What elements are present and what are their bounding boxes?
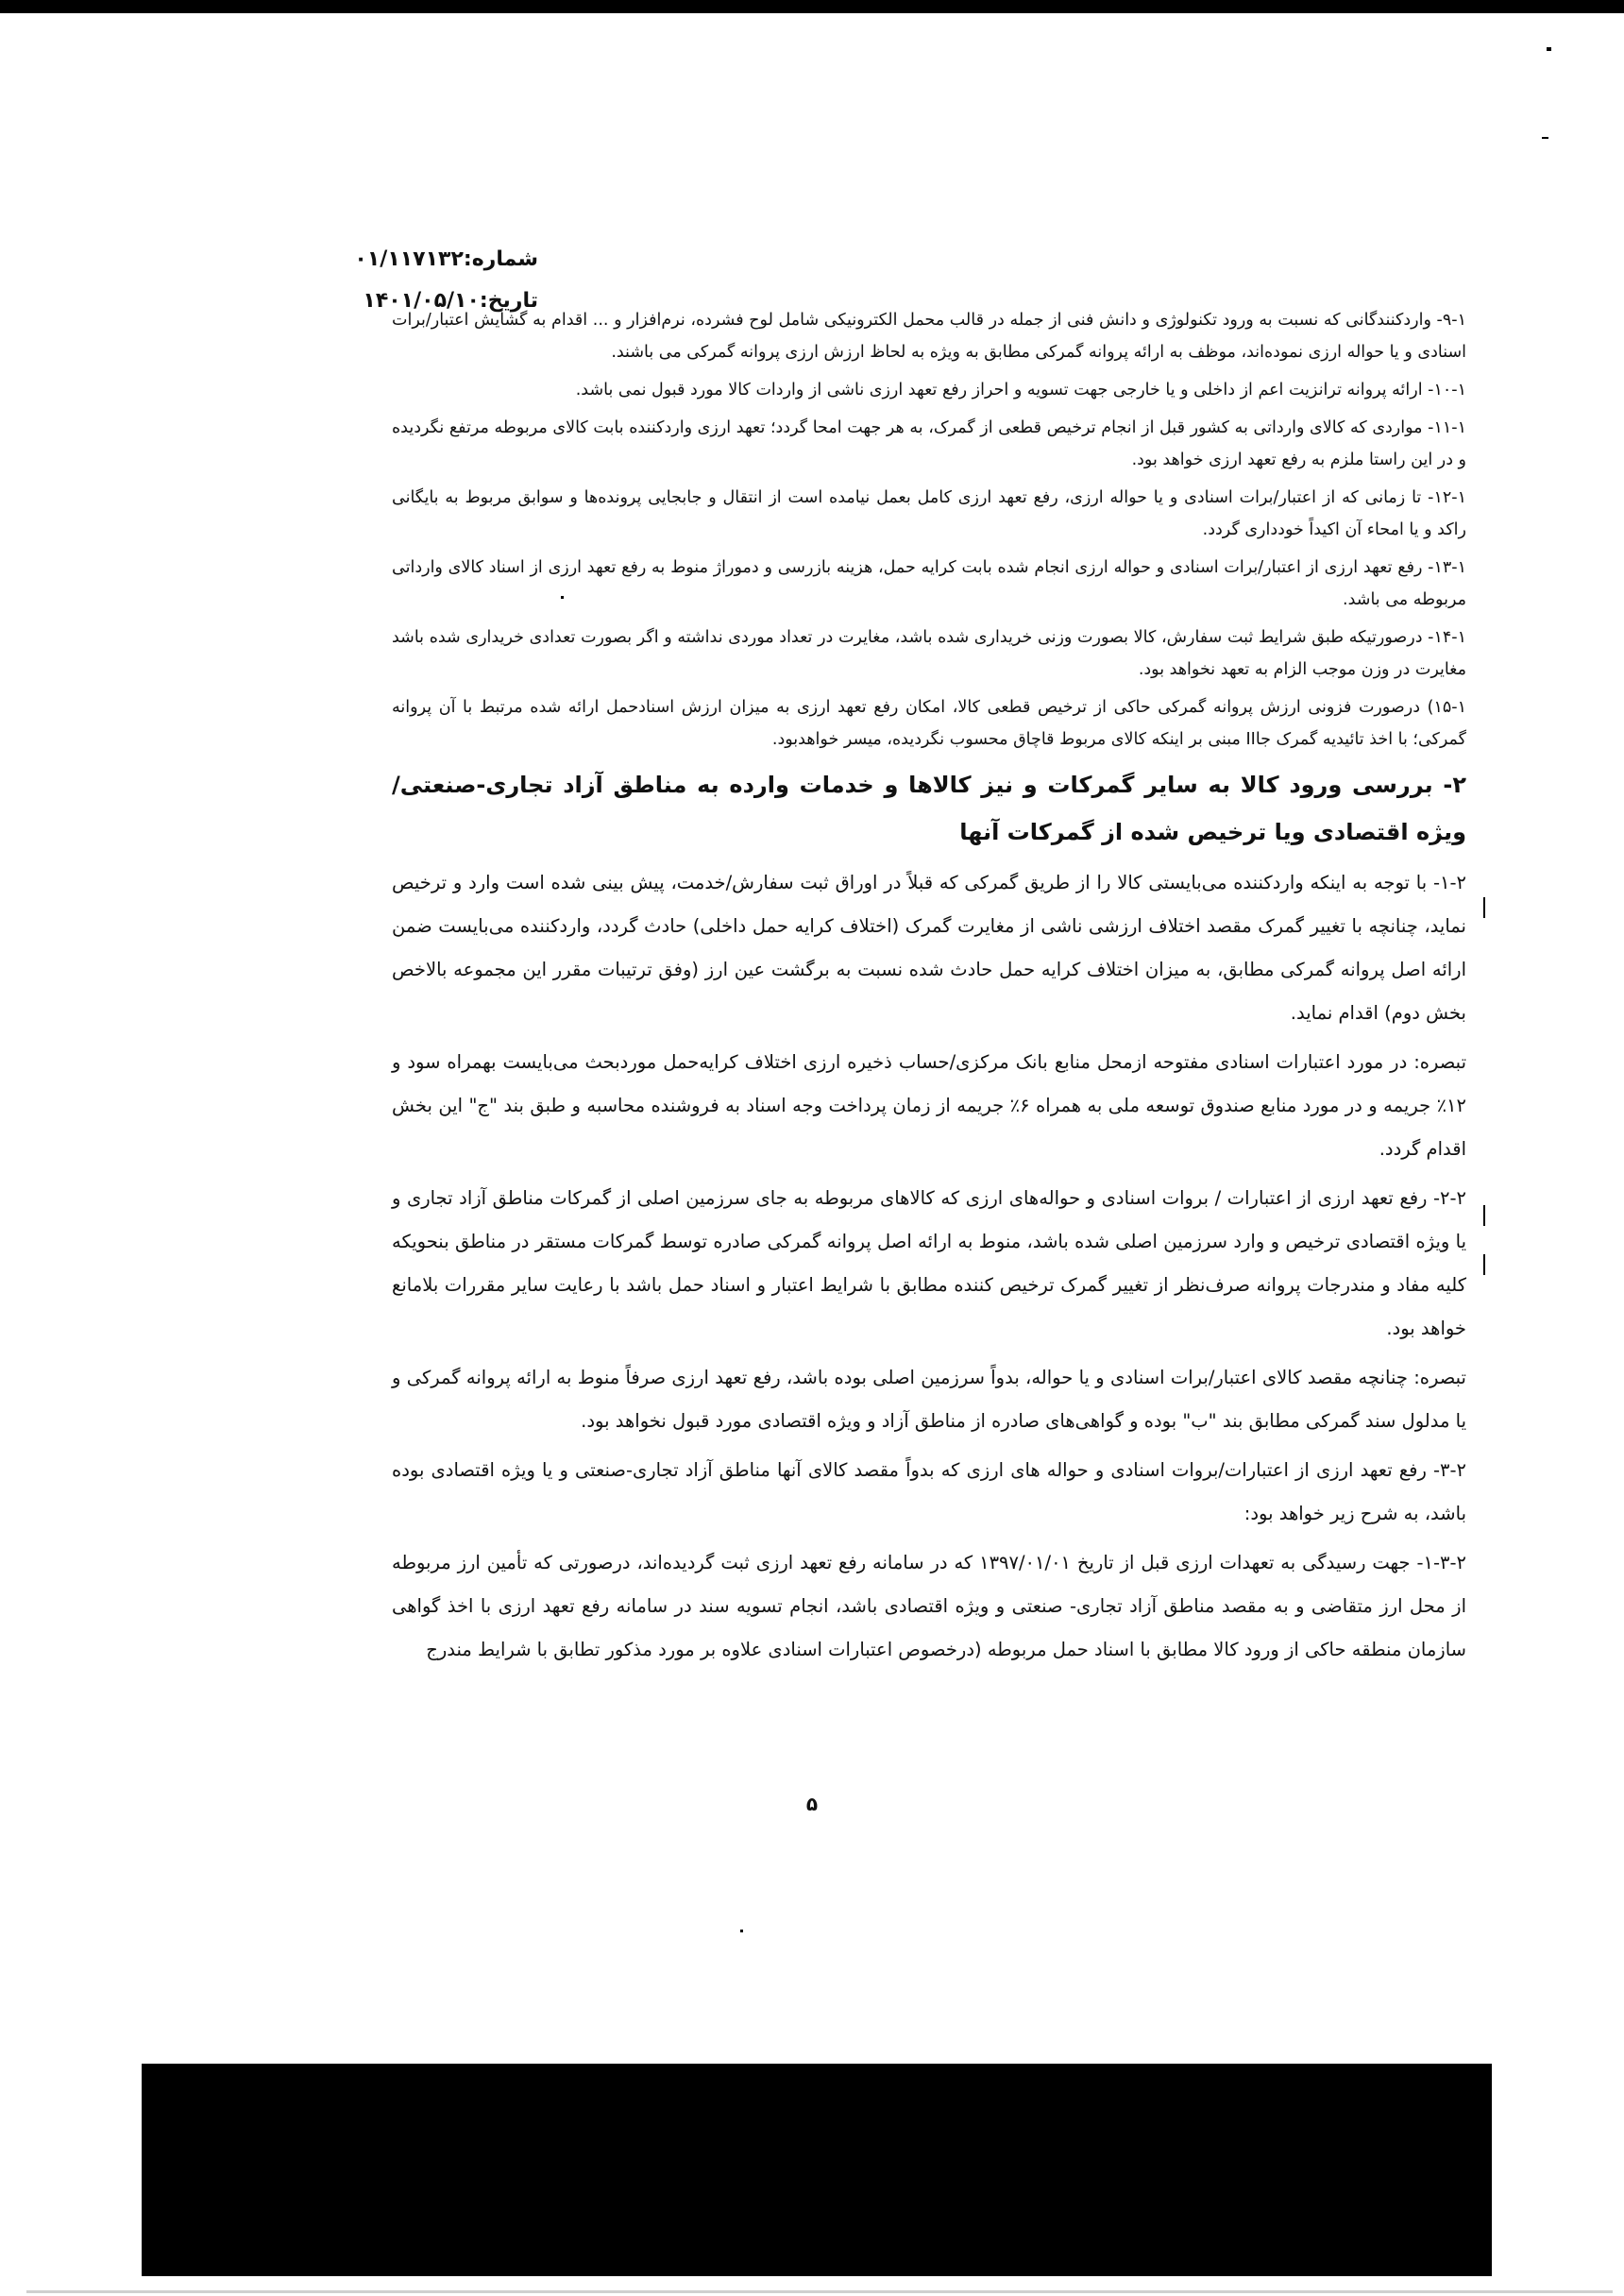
document-number	[354, 239, 538, 281]
paragraph-1-15: ۱۵-۱) درصورت فزونی ارزش پروانه گمرکی حاکی از ترخیص قطعی کالا، امکان رفع تعهد ارزی به میزان ارزش اسنادحمل ارائه شده مرتبط با آن پروانه گمرکی؛ با اخذ تائیدیه گمرک جاII مبنی بر اینکه کالای مربوط قاچاق محسوب نگردیده، میسر خواهدبود.	[392, 698, 1466, 749]
scan-speck	[1483, 1205, 1485, 1226]
scan-bottom-edge	[26, 2290, 1613, 2293]
scan-top-border	[0, 0, 1624, 13]
scan-speck	[1483, 897, 1485, 918]
scan-speck	[740, 1930, 743, 1932]
paragraph-2-3-1: ۱-۳-۲- جهت رسیدگی به تعهدات ارزی قبل از تاریخ ۱۳۹۷/۰۱/۰۱ که در سامانه رفع تعهد ارزی ثبت گردیده‌اند، درصورتی که تأمین ارز مربوطه از محل ارز متقاضی و به مقصد مناطق آزاد تجاری- صنعتی و ویژه اقتصادی باشد، انجام تسویه سند در سامانه رفع تعهد ارزی با اخذ گواهی سازمان منطقه حاکی از ورود کالا مطابق با اسناد حمل مربوطه (درخصوص اعتبارات اسنادی علاوه بر مورد مذکور تطابق با شرایط مندرج	[392, 1552, 1466, 1660]
paragraph-2-2: ۲-۲- رفع تعهد ارزی از اعتبارات / بروات اسنادی و حواله‌های ارزی که کالاهای مربوطه به جای سرزمین اصلی از گمرکات مناطق آزاد تجاری و یا ویژه اقتصادی ترخیص و وارد سرزمین اصلی شده باشد، منوط به ارائه اصل پروانه گمرکی صادره توسط گمرکات مستقر در مناطق بنحویکه کلیه مفاد و مندرجات پروانه صرف‌نظر از تغییر گمرک ترخیص کننده مطابق با شرایط اعتبار و اسناد حمل باشد با رعایت سایر مقررات بلامانع خواهد بود.	[392, 1187, 1466, 1339]
paragraph-1-10: ۱۰-۱- ارائه پروانه ترانزیت اعم از داخلی و یا خارجی جهت تسویه و احراز رفع تعهد ارزی ناشی از واردات کالا مورد قبول نمی باشد.	[575, 381, 1466, 400]
scan-speck	[1542, 137, 1548, 139]
document-body	[392, 304, 1466, 1677]
scan-speck	[1483, 1254, 1485, 1275]
note-2-2: تبصره: چنانچه مقصد کالای اعتبار/برات اسنادی و یا حواله، بدواً سرزمین اصلی بوده باشد، رفع تعهد ارزی صرفاً منوط به ارائه پروانه گمرکی و یا مدلول سند گمرکی مطابق بند "ب" بوده و گواهی‌های صادره از مناطق آزاد و ویژه اقتصادی مورد قبول نخواهد بود.	[392, 1367, 1466, 1432]
section-2-heading: ۲- بررسی ورود کالا به سایر گمرکات و نیز کالاها و خدمات وارده به مناطق آزاد تجاری-صنعتی/ویژه اقتصادی ویا ترخیص شده از گمرکات آنها	[392, 772, 1466, 845]
paragraph-1-9: ۹-۱- واردکنندگانی که نسبت به ورود تکنولوژی و دانش فنی از جمله در قالب محمل الکترونیکی شامل لوح فشرده، نرم‌افزار و ... اقدام به گشایش اعتبار/برات اسنادی و یا حواله ارزی نموده‌اند، موظف به ارائه پروانه گمرکی مطابق به ویژه به لحاظ ارزش ارزی پروانه گمرکی می باشند.	[392, 311, 1466, 362]
number-value: ۰۱/۱۱۷۱۳۲	[354, 247, 464, 271]
date-label: تاریخ:	[479, 289, 538, 313]
paragraph-2-3: ۳-۲- رفع تعهد ارزی از اعتبارات/بروات اسنادی و حواله های ارزی که بدواً مقصد کالای آنها مناطق آزاد تجاری-صنعتی و یا ویژه اقتصادی بوده باشد، به شرح زیر خواهد بود:	[392, 1459, 1466, 1524]
date-value: ۱۴۰۱/۰۵/۱۰	[363, 289, 480, 313]
number-label: شماره:	[463, 247, 538, 271]
page-number: ۵	[805, 1793, 819, 1815]
paragraph-2-1: ۱-۲- با توجه به اینکه واردکننده می‌بایستی کالا را از طریق گمرکی که قبلاً در اوراق ثبت سفارش/خدمت، پیش بینی شده است وارد و ترخیص نماید، چنانچه با تغییر گمرک مقصد اختلاف ارزشی ناشی از مغایرت گمرک (اختلاف کرایه حمل داخلی) حادث گردد، واردکننده می‌بایست ضمن ارائه اصل پروانه گمرکی مطابق، به میزان اختلاف کرایه حمل حادث شده نسبت به برگشت عین ارز (وفق ترتیبات مقرر این مجموعه بالاخص بخش دوم) اقدام نماید.	[392, 872, 1466, 1024]
paragraph-1-11: ۱۱-۱- مواردی که کالای وارداتی به کشور قبل از انجام ترخیص قطعی از گمرک، به هر جهت امحا گردد؛ تعهد ارزی واردکننده بابت کالای مربوطه مرتفع نگردیده و در این راستا ملزم به رفع تعهد ارزی خواهد بود.	[392, 418, 1466, 469]
paragraph-1-13: ۱۳-۱- رفع تعهد ارزی از اعتبار/برات اسنادی و حواله ارزی انجام شده بابت کرایه حمل، هزینه بازرسی و دموراژ منوط به رفع تعهد ارزی از اسناد کالای وارداتی مربوطه می باشد.	[392, 558, 1466, 609]
note-2-1: تبصره: در مورد اعتبارات اسنادی مفتوحه ازمحل منابع بانک مرکزی/حساب ذخیره ارزی اختلاف کرایه‌حمل موردبحث می‌بایست بهمراه سود و ۱۲٪ جریمه و در مورد منابع صندوق توسعه ملی به همراه ۶٪ جریمه از زمان پرداخت وجه اسناد به فروشنده محاسبه و طبق بند "ج" این بخش اقدام گردد.	[392, 1051, 1466, 1160]
paragraph-1-14: ۱۴-۱- درصورتیکه طبق شرایط ثبت سفارش، کالا بصورت وزنی خریداری شده باشد، مغایرت در تعداد موردی نداشته و اگر بصورت تعدادی خریداری شده باشد مغایرت در وزن موجب الزام به تعهد نخواهد بود.	[392, 628, 1466, 679]
paragraph-1-12: ۱۲-۱- تا زمانی که از اعتبار/برات اسنادی و یا حواله ارزی، رفع تعهد ارزی کامل بعمل نیامده است از انتقال و جابجایی پرونده‌ها و سوابق مربوط به بایگانی راکد و یا امحاء آن اکیداً خودداری گردد.	[392, 488, 1466, 539]
scan-speck	[1547, 47, 1551, 51]
scan-bottom-redaction-bar	[142, 2064, 1492, 2276]
